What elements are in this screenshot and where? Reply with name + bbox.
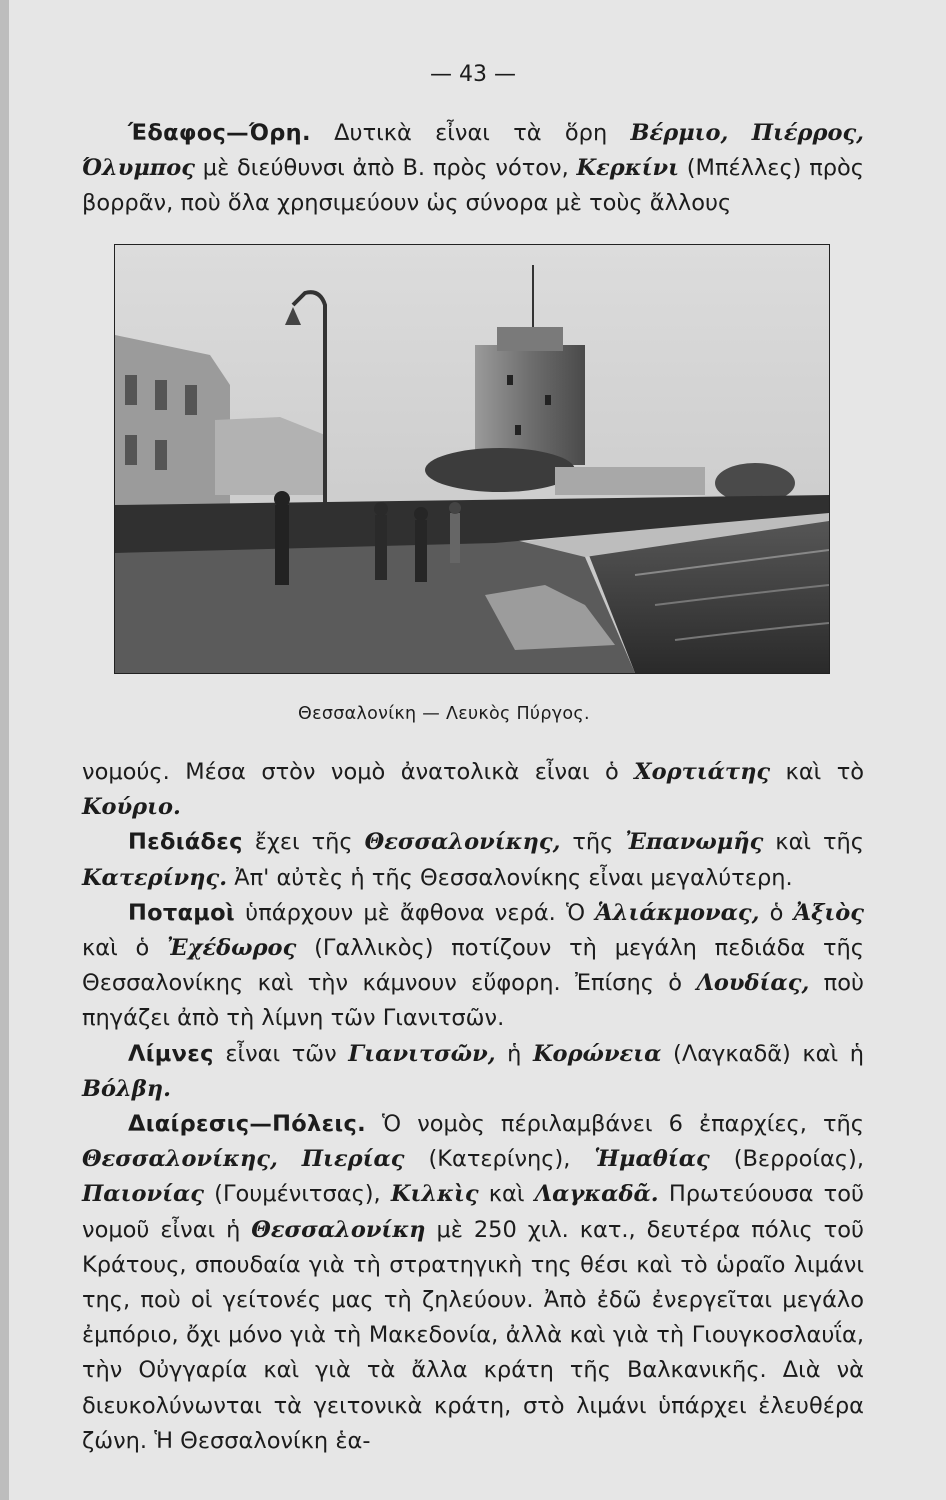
paragraph-continuation: νομούς. Μέσα στὸν νομὸ ἀνατολικὰ εἶναι ὁ Χορτιάτης καὶ τὸ Κούριο. (82, 759, 865, 821)
section-label-terrain: Έδαφος—Όρη. (128, 120, 311, 146)
province-lagkadas: Λαγκαδᾶ. (534, 1181, 659, 1208)
plain-thessaloniki: Θεσσαλονίκης, (364, 829, 561, 856)
province-paionia: Παιονίας (82, 1181, 204, 1208)
mountain-vermio: Βέρμιο, (630, 120, 729, 146)
white-tower (475, 345, 585, 465)
province-thessaloniki: Θεσσαλονίκης, (82, 1146, 278, 1173)
plain-katerini: Κατερίνης. (82, 864, 228, 891)
plain-epanomi: Ἐπανωμῆς (625, 829, 764, 856)
river-aliakmonas: Ἁλιάκμονας, (595, 899, 760, 926)
mountain-kerkini: Κερκίνι (576, 155, 679, 182)
mountain-kourio: Κούριο. (82, 794, 181, 821)
province-imathia: Ἡμαθίας (594, 1146, 710, 1173)
province-pieria: Πιερίας (301, 1146, 405, 1173)
river-loudias: Λουδίας, (696, 970, 810, 997)
province-kilkis: Κιλκὶς (390, 1181, 479, 1208)
paragraph-rivers: Ποταμοὶ ὑπάρχουν μὲ ἄφθονα νερά. Ὁ Ἁλιάκμονας, ὁ Ἀξιὸς καὶ ὁ Ἐχέδωρος (Γαλλικὸς) ποτίζουν τὴ μεγάλη πεδιάδα τῆς Θεσσαλονίκης καὶ τὴν κάμνουν εὔφορη. Ἐπίσης ὁ Λουδίας, ποὺ πηγάζει ἀπὸ τὴ λίμνη τῶν Γιανιτσῶν. (82, 899, 864, 1032)
mountain-chortiatis: Χορτιάτης (634, 759, 771, 785)
river-echedoros: Ἐχέδωρος (167, 935, 297, 962)
section-label-lakes: Λίμνες (128, 1040, 214, 1067)
paragraph-divisions: Διαίρεσις—Πόλεις. Ὁ νομὸς πέριλαμβάνει 6 ἐπαρχίες, τῆς Θεσσαλονίκης, Πιερίας (Κατερίνης), Ἡμαθίας (Βερροίας), Παιονίας (Γουμένιτσας), Κιλκὶς καὶ Λαγκαδᾶ. Πρωτεύουσα τοῦ νομοῦ εἶναι ἡ Θεσσαλονίκη μὲ 250 χιλ. κατ., δευτέρα πόλις τοῦ Κράτους, σπουδαία γιὰ τὴ στρατηγικὴ της θέσι καὶ τὸ ὡραῖο λιμάνι της, ποὺ οἱ γείτονές μας τὴ ζηλεύουν. Ἀπὸ ἐδῶ ἐνεργεῖται μεγάλο ἐμπόριο, ὄχι μόνο γιὰ τὴ Μακεδονία, ἀλλὰ καὶ γιὰ τὴ Γιουγκοσλαυΐα, τὴν Οὐγγαρία καὶ γιὰ τὰ ἄλλα κράτη τῆς Βαλκανικῆς. Διὰ νὰ διευκολύνωνται τὰ γειτονικὰ κράτη, στὸ λιμάνι ὑπάρχει ἐλευθέρα ζώνη. Ἡ Θεσσαλονίκη ἑα- (82, 1111, 864, 1454)
main-text-block (82, 755, 864, 1459)
lake-koroneia: Κορώνεια (533, 1040, 662, 1067)
building-middle (215, 417, 325, 495)
mountain-olympos: Όλυμπος (82, 155, 195, 182)
photo-caption: Θεσσαλονίκη — Λευκὸς Πύργος. (298, 704, 590, 724)
photo-illustration (115, 245, 829, 673)
white-tower-photo (114, 244, 830, 674)
paragraph-terrain: Έδαφος—Όρη. Δυτικὰ εἶναι τὰ ὅρη Βέρμιο, Πιέρρος, Όλυμπος μὲ διεύθυνσι ἀπὸ Β. πρὸς νότον, Κερκίνι (Μπέλλες) πρὸς βορρᾶν, ποὺ ὅλα χρησιμεύουν ὡς σύνορα μὲ τοὺς ἄλλους (82, 120, 864, 217)
mountain-pierros: Πιέρρος, (751, 120, 864, 146)
section-label-plains: Πεδιάδες (128, 829, 243, 856)
trees (425, 448, 575, 492)
lake-volvi: Βόλβη. (82, 1075, 171, 1102)
capital-thessaloniki: Θεσσαλονίκη (251, 1216, 426, 1243)
building-left (115, 335, 230, 505)
page-edge-shadow (0, 0, 9, 1500)
river-axios: Ἀξιὸς (793, 899, 864, 926)
top-text-block (82, 116, 864, 222)
section-label-divisions: Διαίρεσις—Πόλεις. (128, 1111, 366, 1138)
page-number: — 43 — (430, 62, 516, 87)
paragraph-plains: Πεδιάδες ἔχει τῆς Θεσσαλονίκης, τῆς Ἐπανωμῆς καὶ τῆς Κατερίνης. Ἀπ' αὐτὲς ἡ τῆς Θεσσαλονίκης εἶναι μεγαλύτερη. (82, 829, 864, 891)
section-label-rivers: Ποταμοὶ (128, 899, 235, 926)
paragraph-lakes: Λίμνες εἶναι τῶν Γιανιτσῶν, ἡ Κορώνεια (Λαγκαδᾶ) καὶ ἡ Βόλβη. (82, 1040, 864, 1102)
lake-giannitsa: Γιανιτσῶν, (348, 1040, 496, 1067)
